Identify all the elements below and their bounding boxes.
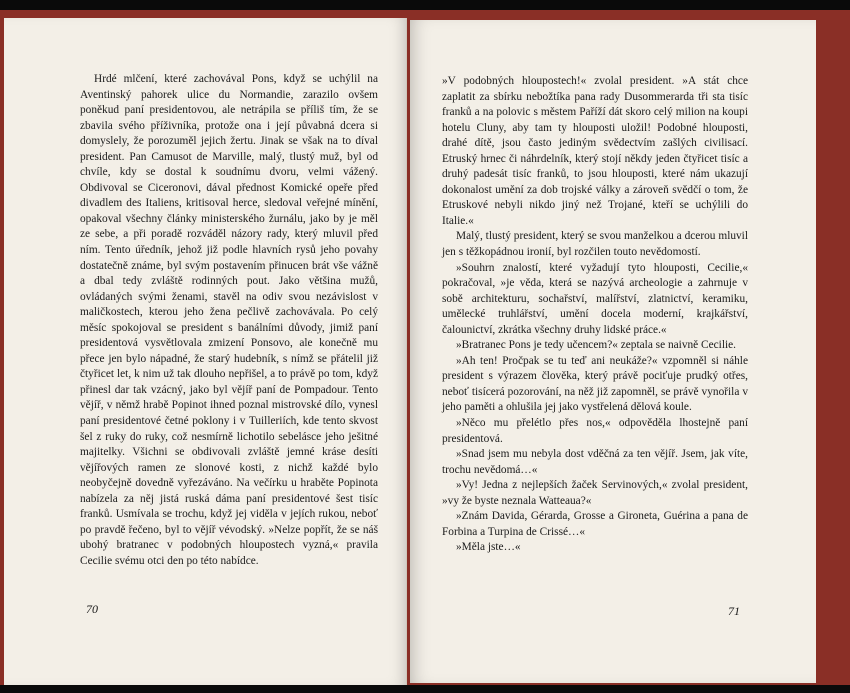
page-number-left: 70 [86, 602, 98, 616]
page-number-right: 71 [728, 604, 740, 618]
paragraph: »V podobných hloupostech!« zvolal president. »A stát chce zaplatit za sbírku nebožtíka pana rady Dusommerarda tři sta tisíc franků a na polovic s městem Paříží dát skoro celý milion na koupi hotelu Cluny, aby tam ty hlouposti uložil! Podobné hlouposti, drahé dítě, jsou často jediným svědectvím zašlých civilisací. Etruský hrnec či náhrdelník, který stojí někdy jeden čtyřicet tisíc a druhý padesát tisíc franků, to jsou hlouposti, které nám ukazují dokonalost umění za dob trojské války a zároveň svědčí o tom, že Etruskové nebyli nikdo jiný než Trojané, kteří se uchýlili do Italie.« [442, 75, 748, 227]
left-page-text [80, 72, 378, 570]
paragraph: »Vy! Jedna z nejlepších žaček Servinových,« zvolal president, »vy že byste neznala Watteaua?« [442, 479, 748, 507]
paragraph: »Znám Davida, Gérarda, Grosse a Gironeta, Guérina a pana de Forbina a Turpina de Crissé…« [442, 510, 748, 538]
paragraph: Malý, tlustý president, který se svou manželkou a dcerou mluvil jen s těžkopádnou ironií, byl rozčilen touto nevědomostí. [442, 230, 748, 259]
paragraph: »Bratranec Pons je tedy učencem?« zeptala se naivně Cecilie. [456, 339, 737, 352]
paragraph: »Snad jsem mu nebyla dost vděčná za ten vějíř. Jsem, jak víte, trochu nevědomá…« [442, 448, 748, 476]
paragraph: »Ah ten! Pročpak se tu teď ani neukáže?« vzpomněl si náhle president s výrazem člověka, který právě pociťuje prudký otřes, neboť tisícerá pozorování, na něž již zapomněl, se právě vynořila v jeho paměti a ohlušila jej jako vystřelená dělová koule. [442, 354, 748, 414]
paragraph: »Něco mu přelétlo přes nos,« odpověděla lhostejně paní presidentová. [442, 417, 748, 445]
right-page [410, 20, 816, 683]
paragraph: »Souhrn znalostí, které vyžadují tyto hlouposti, Cecilie,« pokračoval, »je věda, která se nazývá archeologie a zahrnuje v sobě architekturu, sochařství, malířství, zlatnictví, keramiku, umělecké truhlářství, umění docela moderní, krajkářství, čalounictví, zkrátka všechny druhy lidské práce.« [442, 261, 748, 336]
paragraph: »Měla jste…« [456, 541, 521, 554]
right-page-text [442, 74, 748, 556]
paragraph: Hrdé mlčení, které zachovával Pons, když se uchýlil na Aventinský pahorek ulice du Normandie, zarazilo ovšem poněkud paní presidentovou, ale netrápila se příliš tím, že se zbavila svého příživníka, protože ona i její půvabná dcera si domyslely, že porozuměl jejich žertu. Jinak se však na to díval president. Pan Camusot de Marville, malý, tlustý muž, byl od chvíle, kdy se dostal k soudnímu dvoru, velmi vážený. Obdivoval se Ciceronovi, dával přednost Komické opeře před divadlem des Italiens, kritisoval herce, sledoval veřejné mínění, opakoval všechny články ministerského žurnálu, jako by je měl ze sebe, a při poradě rozváděl názory rady, který mluvil před ním. Tento úředník, jehož již podle hlavních rysů jeho povahy dostatečně známe, byl svým postavením přinucen brát vše vážně a dbal tedy zvláště rodinných pout. Jako většina mužů, ovládaných svými ženami, stavěl na odiv svou nezávislost v maličkostech, kterou jeho žena pečlivě zachovávala. Po celý měsíc spokojoval se president s banálními důvody, jimiž paní presidentová vysvětlovala zmizení Ponsovo, ale konečně mu přece jen bylo nápadné, že starý hudebník, s nímž se přátelil již čtyřicet let, k nim už tak dlouho nepřišel, a to právě po tom, když přinesl dar tak vzácný, jako byl vějíř paní de Pompadour. Tento vějíř, v němž hrabě Popinot ihned poznal mistrovské dílo, vynesl paní presidentové četné poklony i v Tuilleriích, kde tento skvost šel z ruky do ruky, což nesmírně lichotilo sebelásce jeho ješitné majitelky. Všichni se obdivovali zvláště jemné kráse desíti vějířových ramen ze slonové kosti, z nichž každé bylo neobyčejně dovedně vyřezáváno. Na večírku u hraběte Popinota nabízela za něj jistá ruská dáma paní presidentové šest tisíc franků. Usmívala se trochu, když jej viděla v jejích rukou, neboť po pravdě řečeno, byl to vějíř vévodský. »Nelze popřít, že se náš ubohý bratranec v podobných hloupostech vyzná,« pravila Cecilie svému otci den po této nabídce. [80, 73, 378, 567]
left-page [4, 18, 407, 685]
